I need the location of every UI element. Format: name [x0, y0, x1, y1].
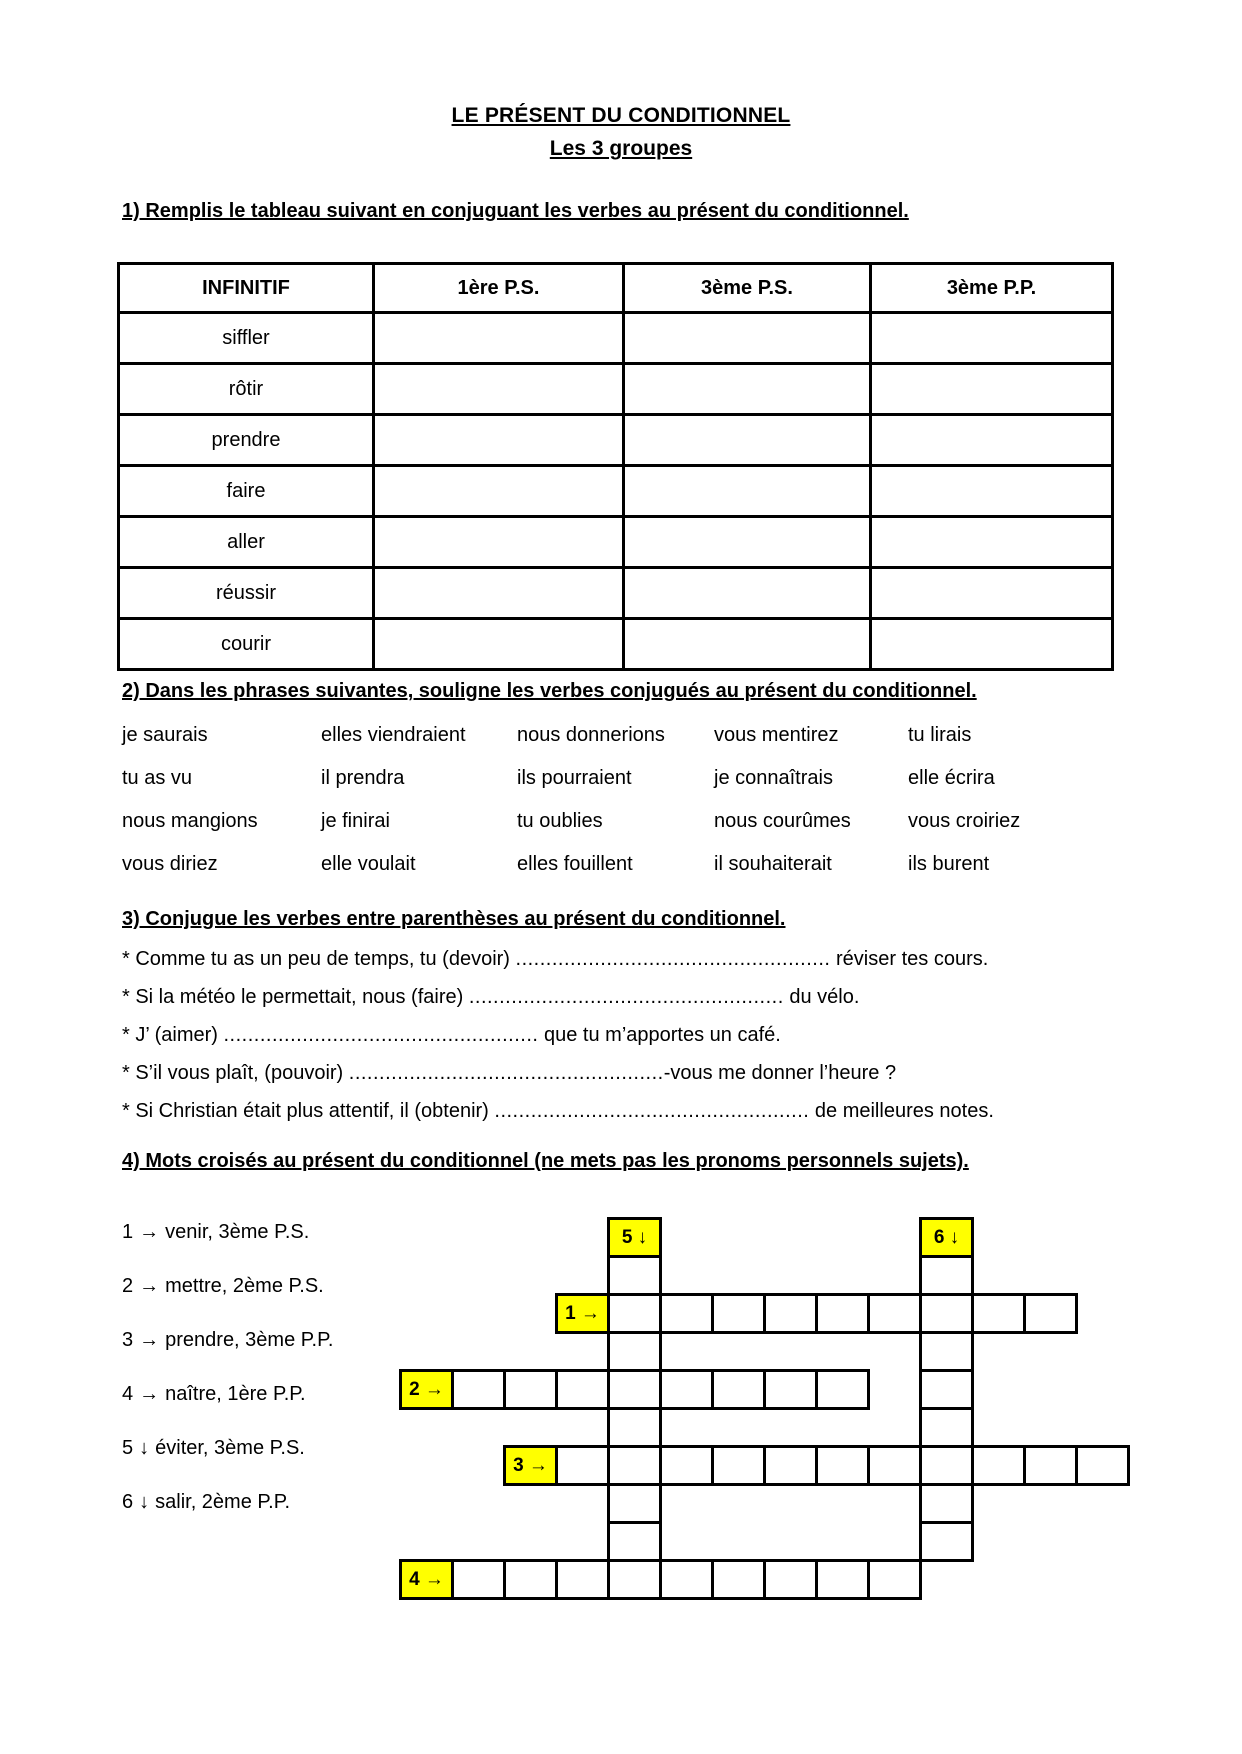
table-answer-cell[interactable]: [871, 313, 1113, 364]
crossword-answer-cell[interactable]: [711, 1293, 766, 1334]
crossword-answer-cell[interactable]: [919, 1445, 974, 1486]
answer-blank[interactable]: ....................................................: [348, 1062, 664, 1084]
table-answer-cell[interactable]: [624, 313, 871, 364]
table-answer-cell[interactable]: [624, 568, 871, 619]
crossword-answer-cell[interactable]: [919, 1483, 974, 1524]
verb-item: nous mangions: [122, 810, 258, 832]
crossword-answer-cell[interactable]: [815, 1293, 870, 1334]
sentence-pre: * Si la météo le permettait, nous (faire): [122, 986, 469, 1008]
sentence-line: [122, 986, 994, 1024]
crossword-answer-cell[interactable]: [607, 1483, 662, 1524]
clue-text: mettre, 2ème P.S.: [165, 1275, 324, 1297]
sentence-post: du vélo.: [783, 986, 860, 1008]
sentence-pre: * Si Christian était plus attentif, il (obtenir): [122, 1100, 495, 1122]
clue-item: [122, 1221, 333, 1275]
crossword-answer-cell[interactable]: [1023, 1293, 1078, 1334]
sentence-post: -vous me donner l’heure ?: [663, 1062, 897, 1084]
sentence-post: que tu m’apportes un café.: [538, 1024, 781, 1046]
table-answer-cell[interactable]: [374, 364, 624, 415]
sentence-line: [122, 948, 994, 986]
verb-item: je saurais: [122, 724, 208, 746]
crossword-clues: [122, 1221, 333, 1545]
table-answer-cell[interactable]: [624, 619, 871, 670]
crossword-answer-cell[interactable]: [607, 1369, 662, 1410]
sentence-pre: * J’ (aimer): [122, 1024, 224, 1046]
clue-text: venir, 3ème P.S.: [165, 1221, 310, 1243]
verb-item: elle voulait: [321, 853, 416, 875]
crossword-answer-cell[interactable]: [1075, 1445, 1130, 1486]
infinitive-cell: réussir: [119, 568, 374, 619]
crossword-answer-cell[interactable]: [815, 1369, 870, 1410]
crossword-answer-cell[interactable]: [659, 1293, 714, 1334]
crossword-answer-cell[interactable]: [659, 1369, 714, 1410]
exercise1-heading: 1) Remplis le tableau suivant en conjuguant les verbes au présent du conditionnel.: [122, 200, 909, 222]
column-header: 3ème P.P.: [871, 264, 1113, 313]
column-header: INFINITIF: [119, 264, 374, 313]
verb-item: elles viendraient: [321, 724, 466, 746]
table-answer-cell[interactable]: [871, 568, 1113, 619]
verb-item: elles fouillent: [517, 853, 633, 875]
verb-item: nous courûmes: [714, 810, 851, 832]
crossword-label-cell: 5 ↓: [607, 1217, 662, 1258]
infinitive-cell: faire: [119, 466, 374, 517]
crossword-label-cell: 6 ↓: [919, 1217, 974, 1258]
clue-item: [122, 1275, 333, 1329]
crossword-answer-cell[interactable]: [815, 1559, 870, 1600]
verb-item: je connaîtrais: [714, 767, 833, 789]
verb-item: ils pourraient: [517, 767, 632, 789]
table-answer-cell[interactable]: [624, 517, 871, 568]
crossword-answer-cell[interactable]: [451, 1369, 506, 1410]
crossword-answer-cell[interactable]: [971, 1445, 1026, 1486]
table-row: [119, 364, 1113, 415]
column-header: 1ère P.S.: [374, 264, 624, 313]
table-row: [119, 619, 1113, 670]
crossword-answer-cell[interactable]: [711, 1445, 766, 1486]
crossword-answer-cell[interactable]: [1023, 1445, 1078, 1486]
crossword-answer-cell[interactable]: [555, 1559, 610, 1600]
verb-item: vous mentirez: [714, 724, 839, 746]
table-row: [119, 313, 1113, 364]
crossword-label-cell: 1 →: [555, 1293, 610, 1334]
crossword-answer-cell[interactable]: [763, 1369, 818, 1410]
crossword-answer-cell[interactable]: [919, 1521, 974, 1562]
crossword-answer-cell[interactable]: [607, 1293, 662, 1334]
exercise3-heading: 3) Conjugue les verbes entre parenthèses au présent du conditionnel.: [122, 908, 786, 930]
table-answer-cell[interactable]: [624, 364, 871, 415]
verb-item: il souhaiterait: [714, 853, 832, 875]
crossword-answer-cell[interactable]: [919, 1369, 974, 1410]
clue-number: 3: [122, 1329, 134, 1351]
clue-item: [122, 1329, 333, 1383]
conjugation-table: [117, 262, 1114, 671]
column-header: 3ème P.S.: [624, 264, 871, 313]
table-answer-cell[interactable]: [871, 619, 1113, 670]
crossword-answer-cell[interactable]: [919, 1331, 974, 1372]
table-answer-cell[interactable]: [871, 415, 1113, 466]
verb-item: tu lirais: [908, 724, 972, 746]
right-arrow-icon: →: [139, 1329, 160, 1351]
right-arrow-icon: →: [139, 1383, 160, 1405]
crossword-answer-cell[interactable]: [607, 1407, 662, 1448]
table-answer-cell[interactable]: [624, 415, 871, 466]
verb-item: nous donnerions: [517, 724, 665, 746]
crossword-label-cell: 4 →: [399, 1559, 454, 1600]
crossword-answer-cell[interactable]: [919, 1407, 974, 1448]
clue-number: 4: [122, 1383, 134, 1405]
page-subtitle: Les 3 groupes: [549, 137, 693, 160]
table-answer-cell[interactable]: [871, 466, 1113, 517]
crossword-answer-cell[interactable]: [555, 1369, 610, 1410]
crossword-answer-cell[interactable]: [607, 1521, 662, 1562]
verb-item: vous croiriez: [908, 810, 1021, 832]
clue-item: [122, 1491, 333, 1545]
table-answer-cell[interactable]: [374, 313, 624, 364]
sentence-line: [122, 1100, 994, 1138]
infinitive-cell: courir: [119, 619, 374, 670]
verb-item: il prendra: [321, 767, 405, 789]
table-row: [119, 466, 1113, 517]
verb-item: ils burent: [908, 853, 990, 875]
table-answer-cell[interactable]: [374, 415, 624, 466]
crossword-answer-cell[interactable]: [919, 1255, 974, 1296]
crossword-answer-cell[interactable]: [555, 1445, 610, 1486]
table-row: [119, 415, 1113, 466]
clue-number: 2: [122, 1275, 134, 1297]
table-header-row: [119, 264, 1113, 313]
verb-item: elle écrira: [908, 767, 995, 789]
verb-item: tu as vu: [122, 767, 193, 789]
crossword-answer-cell[interactable]: [815, 1445, 870, 1486]
crossword-answer-cell[interactable]: [659, 1559, 714, 1600]
crossword-answer-cell[interactable]: [919, 1293, 974, 1334]
crossword-answer-cell[interactable]: [971, 1293, 1026, 1334]
answer-blank[interactable]: ....................................................: [515, 948, 831, 970]
crossword-answer-cell[interactable]: [659, 1445, 714, 1486]
table-answer-cell[interactable]: [871, 517, 1113, 568]
down-arrow-icon: ↓: [139, 1491, 150, 1513]
sentence-line: [122, 1062, 994, 1100]
table-answer-cell[interactable]: [374, 619, 624, 670]
clue-number: 1: [122, 1221, 134, 1243]
infinitive-cell: prendre: [119, 415, 374, 466]
crossword-label-cell: 2 →: [399, 1369, 454, 1410]
infinitive-cell: rôtir: [119, 364, 374, 415]
table-row: [119, 568, 1113, 619]
table-row: [119, 517, 1113, 568]
clue-number: 6: [122, 1491, 134, 1513]
fill-in-sentences: [122, 948, 994, 1138]
infinitive-cell: siffler: [119, 313, 374, 364]
verb-item: je finirai: [321, 810, 390, 832]
sentence-post: réviser tes cours.: [830, 948, 989, 970]
exercise4-heading: 4) Mots croisés au présent du conditionnel (ne mets pas les pronoms personnels sujets).: [122, 1150, 969, 1172]
clue-text: éviter, 3ème P.S.: [155, 1437, 305, 1459]
crossword-answer-cell[interactable]: [867, 1559, 922, 1600]
clue-text: naître, 1ère P.P.: [165, 1383, 306, 1405]
crossword-answer-cell[interactable]: [867, 1445, 922, 1486]
crossword-answer-cell[interactable]: [763, 1293, 818, 1334]
crossword-answer-cell[interactable]: [607, 1559, 662, 1600]
verb-word-grid: [122, 724, 1068, 896]
crossword-answer-cell[interactable]: [711, 1369, 766, 1410]
answer-blank[interactable]: ....................................................: [494, 1100, 810, 1122]
crossword-answer-cell[interactable]: [763, 1559, 818, 1600]
crossword-answer-cell[interactable]: [503, 1559, 558, 1600]
right-arrow-icon: →: [139, 1221, 160, 1243]
crossword-answer-cell[interactable]: [503, 1369, 558, 1410]
crossword-answer-cell[interactable]: [607, 1255, 662, 1296]
sentence-post: de meilleures notes.: [809, 1100, 994, 1122]
sentence-pre: * S’il vous plaît, (pouvoir): [122, 1062, 349, 1084]
title-block: [0, 104, 1242, 161]
clue-text: salir, 2ème P.P.: [155, 1491, 291, 1513]
table-answer-cell[interactable]: [374, 517, 624, 568]
crossword-answer-cell[interactable]: [867, 1293, 922, 1334]
verb-item: vous diriez: [122, 853, 218, 875]
crossword-label-cell: 3 →: [503, 1445, 558, 1486]
sentence-pre: * Comme tu as un peu de temps, tu (devoir): [122, 948, 516, 970]
crossword-answer-cell[interactable]: [607, 1445, 662, 1486]
crossword-answer-cell[interactable]: [711, 1559, 766, 1600]
table-answer-cell[interactable]: [374, 466, 624, 517]
table-answer-cell[interactable]: [871, 364, 1113, 415]
right-arrow-icon: →: [139, 1275, 160, 1297]
exercise2-heading: 2) Dans les phrases suivantes, souligne les verbes conjugués au présent du conditionnel.: [122, 680, 977, 702]
crossword-answer-cell[interactable]: [607, 1331, 662, 1372]
clue-item: [122, 1383, 333, 1437]
answer-blank[interactable]: ....................................................: [468, 986, 784, 1008]
clue-number: 5: [122, 1437, 134, 1459]
crossword-answer-cell[interactable]: [451, 1559, 506, 1600]
table-answer-cell[interactable]: [374, 568, 624, 619]
crossword-answer-cell[interactable]: [763, 1445, 818, 1486]
clue-item: [122, 1437, 333, 1491]
page-title: LE PRÉSENT DU CONDITIONNEL: [451, 104, 791, 127]
down-arrow-icon: ↓: [139, 1437, 150, 1459]
sentence-line: [122, 1024, 994, 1062]
clue-text: prendre, 3ème P.P.: [165, 1329, 334, 1351]
answer-blank[interactable]: ....................................................: [223, 1024, 539, 1046]
verb-item: tu oublies: [517, 810, 603, 832]
table-answer-cell[interactable]: [624, 466, 871, 517]
infinitive-cell: aller: [119, 517, 374, 568]
